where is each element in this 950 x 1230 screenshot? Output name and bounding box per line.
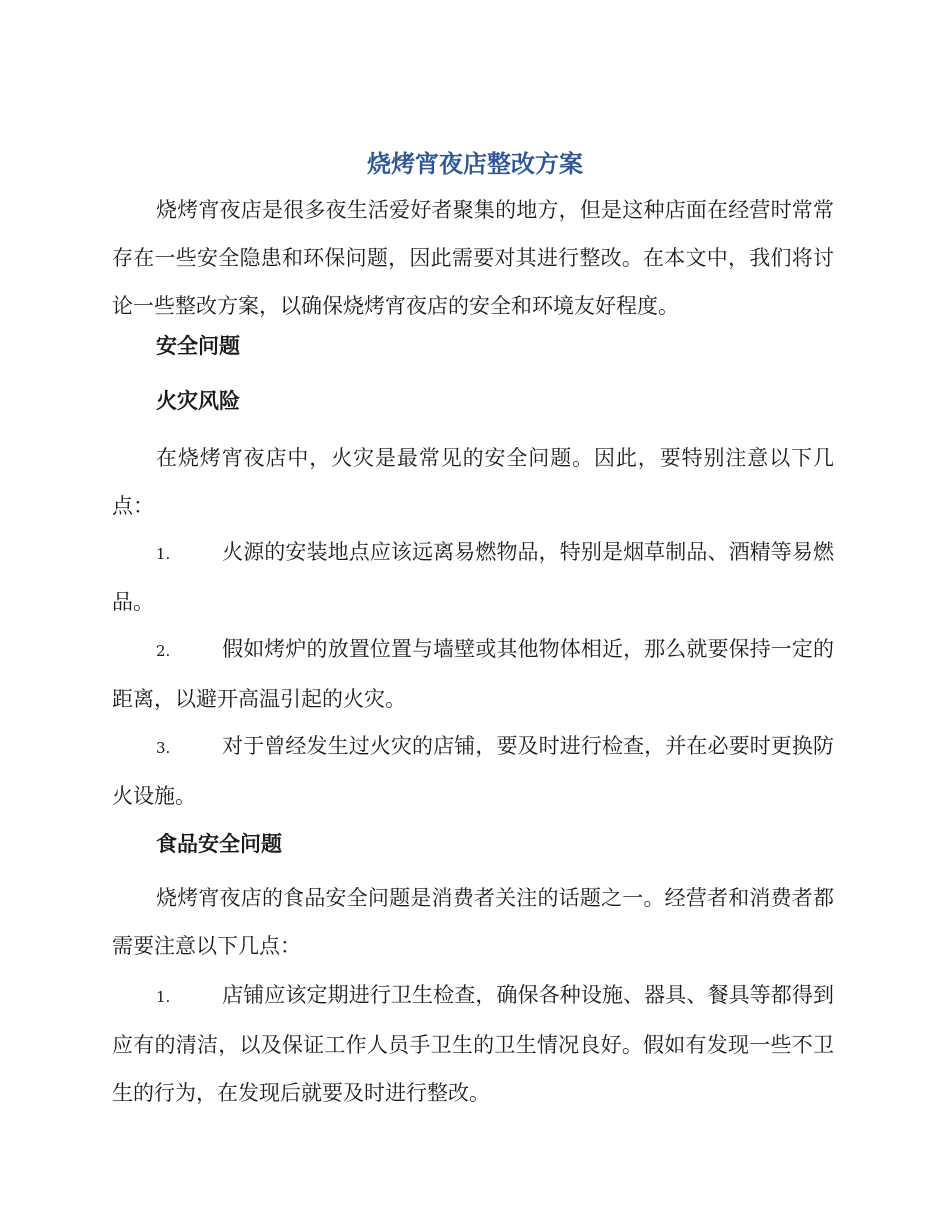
list-number: 3. <box>156 739 171 757</box>
list-text: 对于曾经发生过火灾的店铺，要及时进行检查，并在必要时更换防火设施。 <box>112 734 834 808</box>
subsection-heading-fire: 火灾风险 <box>156 389 240 413</box>
section-heading-safety: 安全问题 <box>156 334 240 358</box>
list-number: 2. <box>156 642 171 660</box>
list-text: 假如烤炉的放置位置与墙壁或其他物体相近，那么就要保持一定的距离，以避开高温引起的火灾。 <box>112 637 834 711</box>
list-item <box>112 971 834 1117</box>
list-number: 1. <box>156 545 171 563</box>
list-number: 1. <box>156 988 171 1006</box>
list-item <box>112 528 834 626</box>
document-title: 烧烤宵夜店整改方案 <box>367 150 583 178</box>
intro-paragraph: 烧烤宵夜店是很多夜生活爱好者聚集的地方，但是这种店面在经营时常常存在一些安全隐患和环保问题，因此需要对其进行整改。在本文中，我们将讨论一些整改方案，以确保烧烤宵夜店的安全和环境友好程度。 <box>112 198 834 318</box>
fire-intro-paragraph: 在烧烤宵夜店中，火灾是最常见的安全问题。因此，要特别注意以下几点： <box>112 446 834 518</box>
food-intro-paragraph: 烧烤宵夜店的食品安全问题是消费者关注的话题之一。经营者和消费者都需要注意以下几点： <box>112 886 834 958</box>
list-text: 火源的安装地点应该远离易燃物品，特别是烟草制品、酒精等易燃品。 <box>112 540 834 614</box>
list-item <box>112 722 834 820</box>
list-item <box>112 625 834 723</box>
list-text: 店铺应该定期进行卫生检查，确保各种设施、器具、餐具等都得到应有的清洁，以及保证工作人员手卫生的卫生情况良好。假如有发现一些不卫生的行为，在发现后就要及时进行整改。 <box>112 983 834 1105</box>
subsection-heading-food: 食品安全问题 <box>156 832 282 856</box>
